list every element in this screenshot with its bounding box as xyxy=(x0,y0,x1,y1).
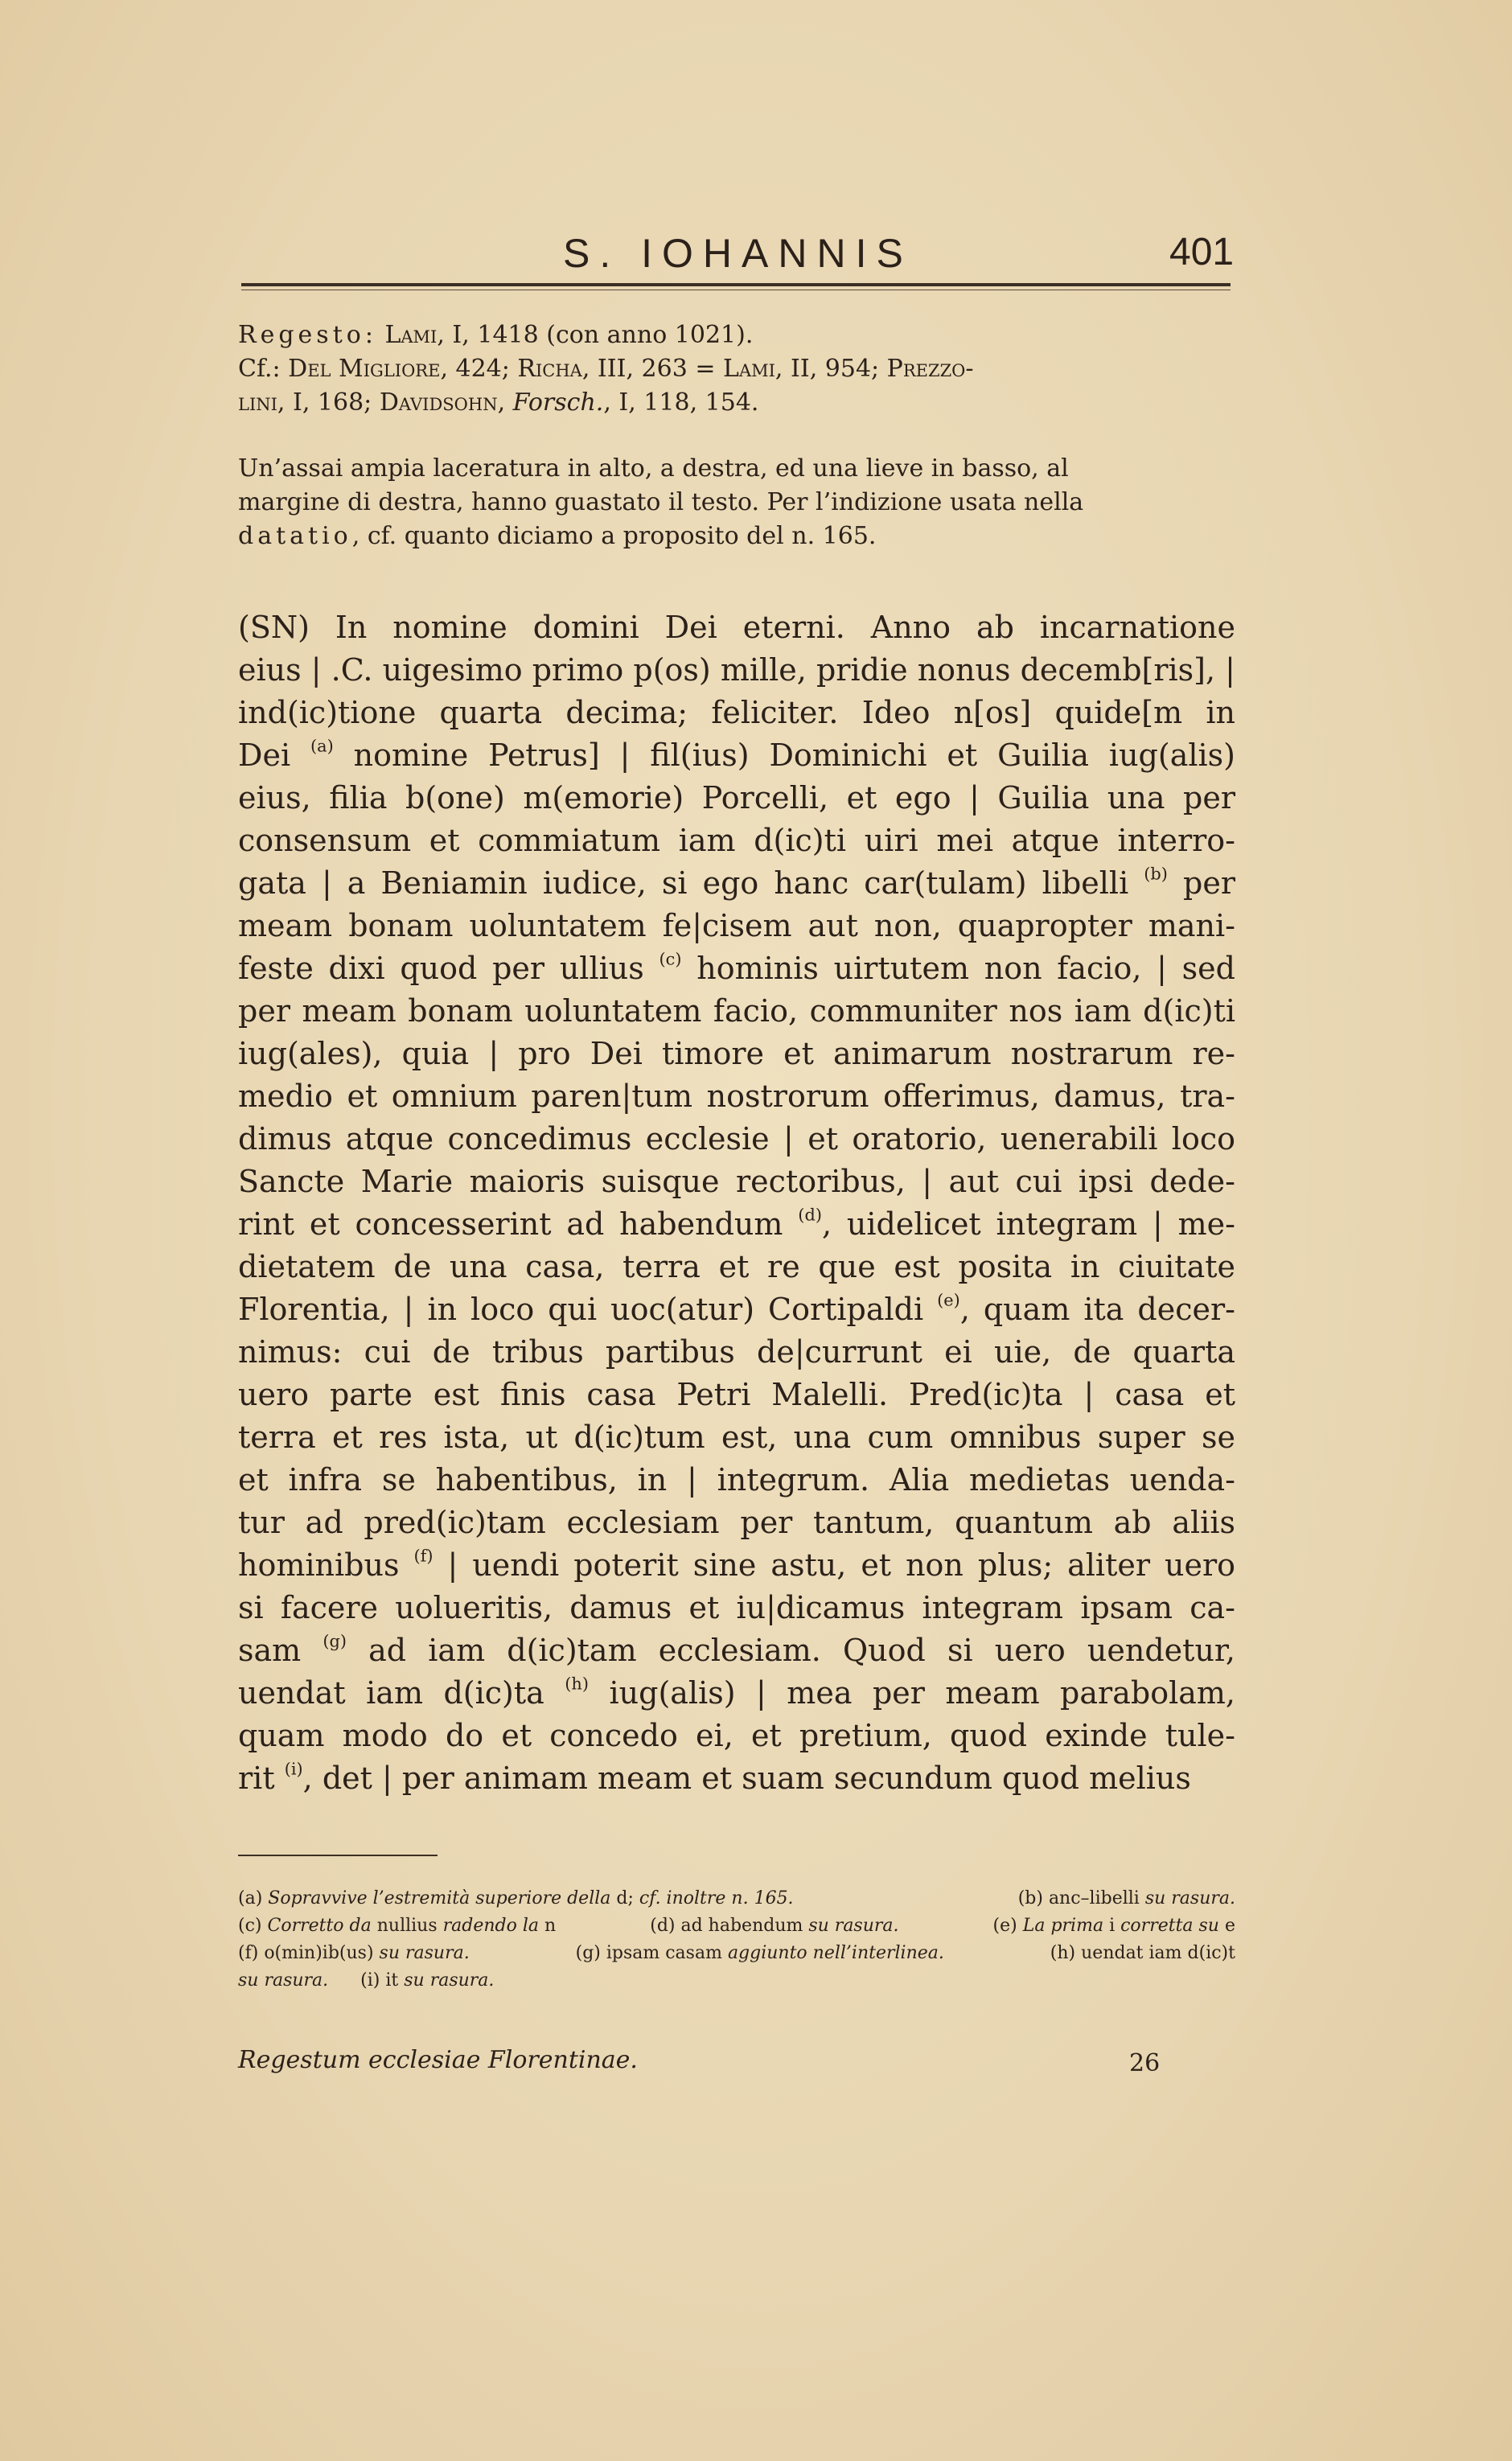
note-line-3: datatio, cf. quanto diciamo a proposito del n. 165. xyxy=(238,522,877,550)
charter-line: uendat iam d(ic)ta $^{(h)}$ iug(alis) | mea per meam parabolam, xyxy=(238,1674,1235,1711)
charter-line: quam modo do et concedo ei, et pretium, quod exinde tule- xyxy=(238,1718,1235,1753)
signature-line: Regestum ecclesiae Florentinae. xyxy=(238,2046,638,2074)
charter-line: ind(ic)tione quarta decima; feliciter. Ideo n[os] quide[m in xyxy=(238,695,1235,730)
charter-line: dimus atque concedimus ecclesie | et oratorio, uenerabili loco xyxy=(238,1121,1235,1157)
footnote-a: (a) Sopravvive l’estremità superiore della d; cf. inoltre n. 165. xyxy=(238,1888,794,1908)
sheet-number: 26 xyxy=(1129,2049,1161,2077)
charter-line: gata | a Beniamin iudice, si ego hanc car(tulam) libelli $^{(b)}$ per xyxy=(238,864,1235,901)
charter-line: uero parte est finis casa Petri Malelli. Pred(ic)ta | casa et xyxy=(238,1377,1235,1412)
footnote-row xyxy=(238,1913,1235,1940)
footnote-row xyxy=(238,1885,1235,1913)
charter-line: meam bonam uoluntatem fe|cisem aut non, quapropter mani- xyxy=(238,908,1235,943)
footnote-d: (d) ad habendum su rasura. xyxy=(650,1916,899,1936)
footnote-h-cont: su rasura. xyxy=(238,1970,329,1991)
footnote-ref: (g) xyxy=(323,1631,347,1651)
charter-line: et infra se habentibus, in | integrum. Alia medietas uenda- xyxy=(238,1462,1235,1498)
footnote-row xyxy=(238,1940,1235,1967)
footnote-row xyxy=(238,1967,1235,1995)
charter-line: Florentia, | in loco qui uoc(atur) Cortipaldi $^{(e)}$, quam ita decer- xyxy=(238,1290,1235,1327)
charter-line: dietatem de una casa, terra et re que est posita in ciuitate xyxy=(238,1249,1235,1284)
charter-line: feste dixi quod per ullius $^{(c)}$ hominis uirtutem non facio, | sed xyxy=(238,949,1235,986)
footnote-ref: (b) xyxy=(1144,864,1168,884)
cf-line-2: lini, I, 168; Davidsohn, Forsch., I, 118, 154. xyxy=(238,388,759,417)
footnote-g: (g) ipsam casam aggiunto nell’interlinea. xyxy=(575,1943,944,1963)
charter-line: rit $^{(i)}$, det | per animam meam et suam secundum quod melius xyxy=(238,1759,1191,1796)
footnote-h: (h) uendat iam d(ic)t xyxy=(1050,1943,1235,1963)
regesto-line: Regesto: Lami, I, 1418 (con anno 1021). xyxy=(238,321,754,349)
cf-line-1: Cf.: Del Migliore, 424; Richa, III, 263 = Lami, II, 954; Prezzo- xyxy=(238,355,974,383)
charter-line: iug(ales), quia | pro Dei timore et animarum nostrarum re- xyxy=(238,1036,1235,1071)
running-head: S. IOHANNIS xyxy=(563,231,913,276)
charter-line: tur ad pred(ic)tam ecclesiam per tantum, quantum ab aliis xyxy=(238,1505,1235,1540)
note-line-1: Un’assai ampia laceratura in alto, a destra, ed una lieve in basso, al xyxy=(238,454,1069,483)
charter-line: eius | .C. uigesimo primo p(os) mille, pridie nonus decemb[ris], | xyxy=(238,652,1235,688)
footnote-e: (e) La prima i corretta su e xyxy=(992,1916,1235,1936)
charter-line: terra et res ista, ut d(ic)tum est, una cum omnibus super se xyxy=(238,1419,1235,1455)
charter-line: hominibus $^{(f)}$ | uendi poterit sine astu, et non plus; aliter uero xyxy=(238,1546,1236,1583)
footnote-i: (i) it su rasura. xyxy=(360,1970,495,1991)
charter-line: per meam bonam uoluntatem facio, communiter nos iam d(ic)ti xyxy=(238,993,1235,1029)
footnote-ref: (f) xyxy=(413,1546,433,1566)
editorial-note xyxy=(238,452,1235,553)
footnote-ref: (d) xyxy=(798,1205,822,1225)
charter-line: nimus: cui de tribus partibus de|currunt ei uie, de quarta xyxy=(238,1334,1235,1370)
regesto-block xyxy=(238,318,1235,420)
footnote-ref: (h) xyxy=(565,1674,590,1694)
page-number: 401 xyxy=(1169,231,1235,273)
charter-line: sam $^{(g)}$ ad iam d(ic)tam ecclesiam. Quod si uero uendetur, xyxy=(238,1631,1235,1668)
footnote-f: (f) o(min)ib(us) su rasura. xyxy=(238,1943,470,1963)
footnote-ref: (c) xyxy=(659,949,682,969)
footnote-ref: (a) xyxy=(310,736,334,756)
footnote-c: (c) Corretto da nullius radendo la n xyxy=(238,1916,557,1936)
footnotes xyxy=(238,1885,1235,1995)
charter-line: Dei $^{(a)}$ nomine Petrus] | fil(ius) Dominichi et Guilia iug(alis) xyxy=(238,736,1235,773)
charter-line: consensum et commiatum iam d(ic)ti uiri mei atque interro- xyxy=(238,823,1235,858)
charter-line: (SN) In nomine domini Dei eterni. Anno ab incarnatione xyxy=(238,610,1235,645)
footnote-rule xyxy=(238,1855,438,1856)
charter-line: si facere uolueritis, damus et iu|dicamus integram ipsam ca- xyxy=(238,1590,1235,1625)
charter-line: Sancte Marie maioris suisque rectoribus, | aut cui ipsi dede- xyxy=(238,1164,1235,1199)
header-rule xyxy=(241,283,1231,286)
footnote-ref: (e) xyxy=(937,1290,960,1310)
footnote-ref: (i) xyxy=(284,1759,303,1779)
charter-line: eius, filia b(one) m(emorie) Porcelli, et ego | Guilia una per xyxy=(238,780,1235,816)
charter-line: medio et omnium paren|tum nostrorum offerimus, damus, tra- xyxy=(238,1078,1235,1114)
charter-text xyxy=(238,606,1235,1800)
footnote-b: (b) anc–libelli su rasura. xyxy=(1017,1888,1235,1908)
note-line-2: margine di destra, hanno guastato il testo. Per l’indizione usata nella xyxy=(238,488,1084,516)
charter-line: rint et concesserint ad habendum $^{(d)}$, uidelicet integram | me- xyxy=(238,1205,1236,1242)
